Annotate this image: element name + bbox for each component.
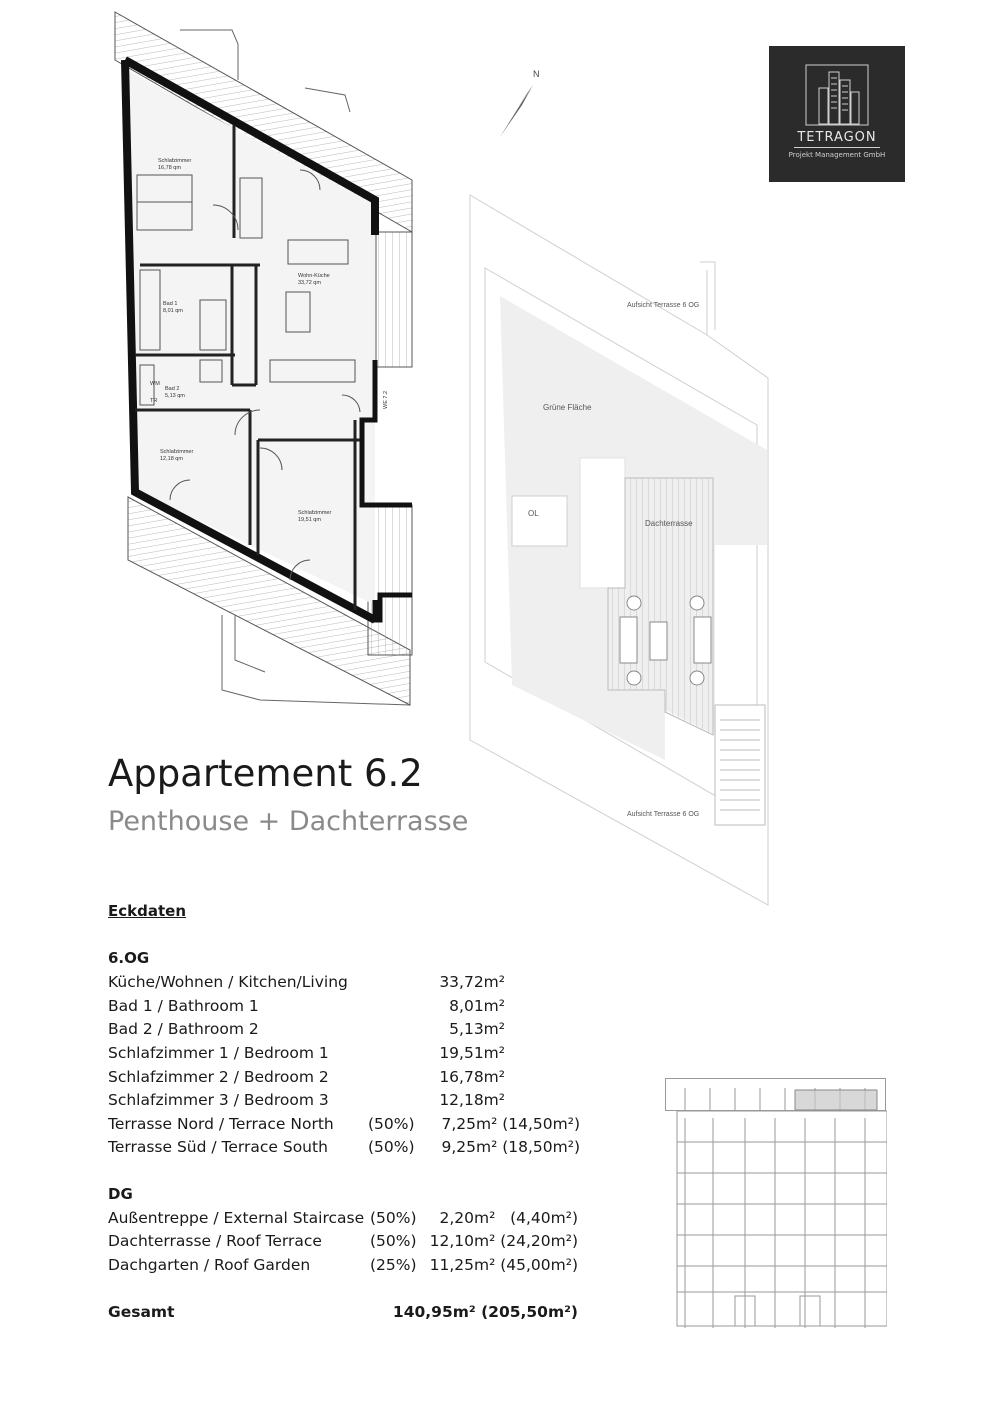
room-label: Wohn-Küche [298,273,330,279]
row-percent: (50%) [368,1138,415,1156]
row-value: 16,78m² [439,1068,505,1086]
apartment-highlight [795,1090,877,1110]
table-row [108,1232,588,1252]
row-label: Schlafzimmer 2 / Bedroom 2 [108,1068,329,1086]
svg-text:N: N [533,69,540,79]
row-value: 33,72m² [439,973,505,991]
terrace-label: Dachterrasse [645,519,693,528]
row-value: 11,25m² (45,00m²) [429,1256,578,1274]
section-dg-heading: DG [108,1185,133,1203]
eckdaten-heading: Eckdaten [108,902,186,920]
room-label: Bad 2 [165,386,180,392]
total-value: 140,95m² (205,50m²) [392,1303,578,1321]
floor-plan [95,0,425,710]
logo-divider [794,147,880,148]
row-value: 2,20m² (4,40m²) [439,1209,578,1227]
page-title: Appartement 6.2 [108,752,423,795]
roof-plan [460,190,780,910]
row-value: 19,51m² [439,1044,505,1062]
table-row [108,1091,588,1111]
table-row [108,1209,588,1229]
wm-label: WM [150,381,160,387]
row-value: 9,25m² (18,50m²) [441,1138,580,1156]
table-row [108,1020,588,1040]
logo-name: TETRAGON [797,130,877,145]
room-area: 12,18 qm [160,456,183,462]
room-label: Schlafzimmer [160,449,194,455]
company-logo [769,46,905,182]
table-row [108,1138,588,1158]
table-row [108,1044,588,1064]
row-label: Küche/Wohnen / Kitchen/Living [108,973,348,991]
total-label: Gesamt [108,1303,175,1321]
row-percent: (25%) [370,1256,417,1274]
logo-subtitle: Projekt Management GmbH [788,151,886,159]
row-value: 5,13m² [449,1020,505,1038]
row-label: Bad 1 / Bathroom 1 [108,997,259,1015]
green-area-label: Grüne Fläche [543,403,592,412]
row-label: Terrasse Süd / Terrace South [108,1138,328,1156]
table-row [108,997,588,1017]
we-label: WE 7.2 [383,390,389,409]
compass-icon [495,65,545,140]
building-logo-icon [805,64,869,126]
row-percent: (50%) [368,1115,415,1133]
total-row [108,1303,578,1321]
row-label: Außentreppe / External Staircase [108,1209,365,1227]
room-area: 33,72 qm [298,280,321,286]
room-area: 19,51 qm [298,517,321,523]
row-percent: (50%) [370,1232,417,1250]
room-label: Schlafzimmer [298,510,332,516]
row-value: 12,18m² [439,1091,505,1109]
building-elevation [665,1078,887,1328]
table-row [108,1115,588,1135]
ol-label: OL [528,509,539,518]
roof-label-bottom: Aufsicht Terrasse 6 OG [627,811,700,818]
row-label: Dachterrasse / Roof Terrace [108,1232,322,1250]
room-area: 16,78 qm [158,165,181,171]
table-row [108,1068,588,1088]
roof-label-top: Aufsicht Terrasse 6 OG [627,302,700,309]
row-label: Schlafzimmer 1 / Bedroom 1 [108,1044,329,1062]
room-label: Bad 1 [163,301,178,307]
row-percent: (50%) [370,1209,417,1227]
page-subtitle: Penthouse + Dachterrasse [108,806,469,837]
row-label: Terrasse Nord / Terrace North [108,1115,334,1133]
room-area: 8,01 qm [163,308,183,314]
row-label: Bad 2 / Bathroom 2 [108,1020,259,1038]
row-label: Dachgarten / Roof Garden [108,1256,311,1274]
row-value: 8,01m² [449,997,505,1015]
row-value: 7,25m² (14,50m²) [441,1115,580,1133]
section-6og-heading: 6.OG [108,949,150,967]
row-label: Schlafzimmer 3 / Bedroom 3 [108,1091,329,1109]
table-row [108,1256,588,1276]
room-label: Schlafzimmer [158,158,192,164]
tr-label: TR [150,398,158,404]
room-area: 5,13 qm [165,393,185,399]
row-value: 12,10m² (24,20m²) [429,1232,578,1250]
table-row [108,973,588,993]
